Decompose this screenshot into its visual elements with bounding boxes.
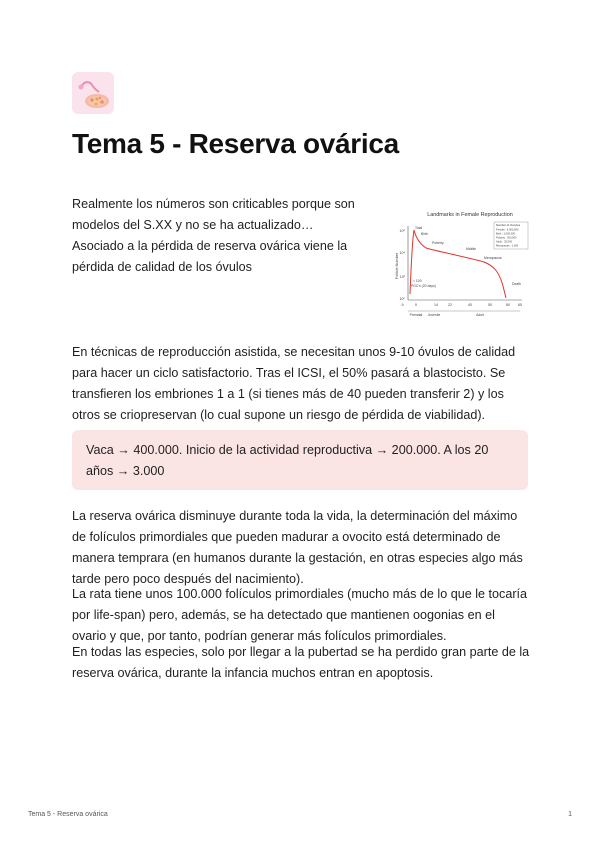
body-paragraph-4: En todas las especies, solo por llegar a la pubertad se ha perdido gran parte de la reserva ovárica, durante la infancia muchos entran en apoptosis. (72, 645, 530, 680)
curve-label: < 100 (413, 279, 422, 283)
y-tick: 10² (399, 275, 405, 279)
y-tick: 10⁰ (399, 297, 405, 301)
legend-row: Puberty : 300,000 (496, 236, 517, 240)
ovary-icon (72, 72, 114, 114)
curve-label: Birth (421, 232, 428, 236)
page-number: 1 (568, 811, 572, 818)
legend-row: Female : 6,000,000 (496, 228, 519, 232)
page-title: Tema 5 - Reserva ovárica (72, 128, 399, 159)
intro-paragraph-2: Asociado a la pérdida de reserva ovárica viene la pérdida de calidad de los óvulos (72, 239, 348, 274)
x-group-label: Adult (476, 313, 484, 317)
curve-label: Death (512, 282, 522, 286)
x-tick: 65 (518, 303, 522, 307)
curve-label: Total (415, 226, 423, 230)
x-tick: 14 (434, 303, 438, 307)
x-group-label: Juvenile (427, 313, 441, 317)
legend-row: Menopause : 1,000 (496, 244, 519, 248)
curve-label: Middle (466, 247, 476, 251)
intro-paragraph-1: Realmente los números son criticables porque son modelos del S.XX y no se ha actualizado… (72, 197, 355, 232)
curve-label: PGC's (20 days) (411, 284, 436, 288)
x-tick: 22 (448, 303, 452, 307)
x-tick: 50 (488, 303, 492, 307)
x-tick: 0 (415, 303, 417, 307)
figure-title: Landmarks in Female Reproduction (427, 212, 513, 218)
body-paragraph-2: La reserva ovárica disminuye durante toda la vida, la determinación del máximo de folículos primordiales que pueden madurar a ovocito está determinado de manera temprara (en humanos durante la gestación, en otras especies algo más tarde pero poco después del nacimiento). (72, 509, 523, 586)
x-tick: 40 (468, 303, 472, 307)
x-group-label: Prenatal (409, 313, 423, 317)
callout-text: Vaca → 400.000. Inicio de la actividad reproductiva → 200.000. A los 20 años → 3.000 (86, 443, 489, 478)
legend-row: Adult : 25,000 (496, 240, 513, 244)
curve-label: Puberty (432, 241, 444, 245)
body-paragraph-1: En técnicas de reproducción asistida, se necesitan unos 9-10 óvulos de calidad para hacer un ciclo satisfactorio. Tras el ICSI, el 50% pasará a blastocisto. Se transfieren los embriones 1 a 1 (si tienes más de 40 pueden transferir 2) y los otros se criopreservan (lo cual supone un riesgo de pérdida de viabilidad). (72, 345, 516, 422)
curve-label: Menopause (484, 256, 502, 260)
y-tick: 10⁶ (399, 229, 405, 233)
follicle-landmarks-figure (392, 208, 532, 320)
y-tick: 10⁴ (399, 251, 405, 255)
callout-box (72, 430, 528, 490)
figure-ylabel: Follicle Number (395, 252, 399, 280)
legend-title: Number of Oocytes (496, 223, 521, 227)
x-tick: -9 (400, 303, 404, 307)
body-paragraph-3: La rata tiene unos 100.000 folículos primordiales (mucho más de lo que le tocaría por life-span) pero, además, se ha detectado que mantienen oogonias en el ovario y que, por tanto, podrían generar más folículos primordiales. (72, 587, 528, 643)
legend-row: Birth : 1,000,000 (496, 232, 516, 236)
x-tick: 60 (506, 303, 510, 307)
footer-title: Tema 5 - Reserva ovárica (28, 811, 108, 818)
